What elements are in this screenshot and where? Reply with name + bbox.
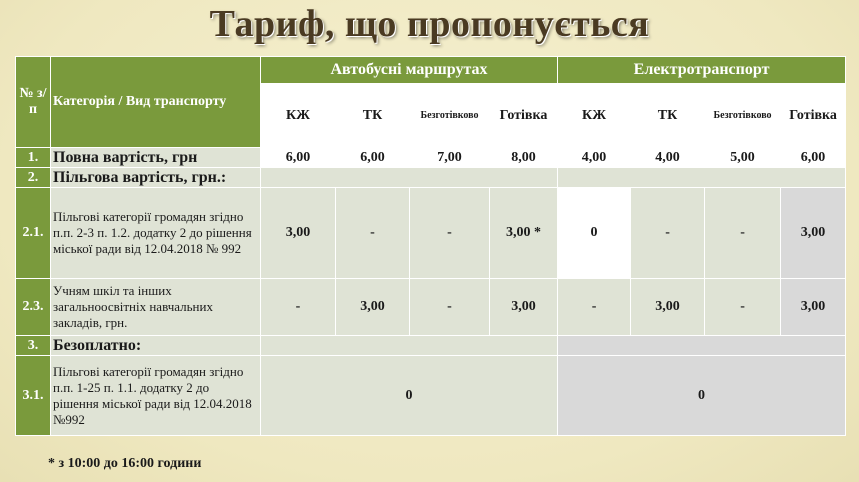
bus-group-header: Автобусні маршрутах	[261, 57, 558, 84]
value-cell: 6,00	[336, 148, 410, 168]
row-number: 2.1.	[16, 188, 51, 279]
value-cell: 3,00	[781, 279, 846, 336]
electro-col-kzh: КЖ	[558, 84, 631, 148]
row-label: Повна вартість, грн	[51, 148, 261, 168]
row-label: Безоплатно:	[51, 336, 261, 356]
page-title: Тариф, що пропонується	[209, 3, 650, 45]
value-cell: -	[558, 279, 631, 336]
table-row	[16, 168, 846, 188]
bus-col-cashless: Безготівково	[410, 84, 490, 148]
value-cell: 3,00	[261, 188, 336, 279]
row-number: 3.1.	[16, 356, 51, 436]
row-label: Учням шкіл та інших загальноосвітніх навчальних закладів, грн.	[51, 279, 261, 336]
value-cell: -	[705, 279, 781, 336]
bus-col-tk: ТК	[336, 84, 410, 148]
bus-col-cash: Готівка	[490, 84, 558, 148]
value-cell: 8,00	[490, 148, 558, 168]
value-cell: 3,00 *	[490, 188, 558, 279]
value-cell: -	[410, 279, 490, 336]
row-label: Пільгові категорії громадян згідно п.п. 1-25 п. 1.1. додатку 2 до рішення міської ради від 12.04.2018 №992	[51, 356, 261, 436]
value-cell: -	[261, 279, 336, 336]
value-cell: 4,00	[631, 148, 705, 168]
bus-col-kzh: КЖ	[261, 84, 336, 148]
table-row	[16, 356, 846, 436]
row-number: 2.3.	[16, 279, 51, 336]
value-cell: 3,00	[490, 279, 558, 336]
table-row	[16, 336, 846, 356]
row-label: Пільгові категорії громадян згідно п.п. 2-3 п. 1.2. додатку 2 до рішення міської ради від 12.04.2018 № 992	[51, 188, 261, 279]
table-row	[16, 188, 846, 279]
value-cell: 6,00	[261, 148, 336, 168]
row-label: Пільгова вартість, грн.:	[51, 168, 261, 188]
value-cell: -	[705, 188, 781, 279]
footnote: * з 10:00 до 16:00 години	[48, 456, 202, 471]
row-number: 1.	[16, 148, 51, 168]
empty-cell	[261, 336, 558, 356]
row-number: 3.	[16, 336, 51, 356]
value-cell: -	[410, 188, 490, 279]
value-cell: 4,00	[558, 148, 631, 168]
value-cell: 0	[261, 356, 558, 436]
empty-cell	[558, 168, 846, 188]
empty-cell	[558, 336, 846, 356]
value-cell: 5,00	[705, 148, 781, 168]
num-header: № з/п	[16, 57, 51, 148]
value-cell: 0	[558, 356, 846, 436]
category-header: Категорія / Вид транспорту	[51, 57, 261, 148]
electro-col-tk: ТК	[631, 84, 705, 148]
value-cell: -	[631, 188, 705, 279]
value-cell: 6,00	[781, 148, 846, 168]
value-cell: 7,00	[410, 148, 490, 168]
electro-col-cashless: Безготівково	[705, 84, 781, 148]
value-cell: 0	[558, 188, 631, 279]
electro-group-header: Електротранспорт	[558, 57, 846, 84]
value-cell: -	[336, 188, 410, 279]
table-row	[16, 148, 846, 168]
table-row	[16, 279, 846, 336]
electro-col-cash: Готівка	[781, 84, 846, 148]
empty-cell	[261, 168, 558, 188]
value-cell: 3,00	[781, 188, 846, 279]
row-number: 2.	[16, 168, 51, 188]
value-cell: 3,00	[631, 279, 705, 336]
value-cell: 3,00	[336, 279, 410, 336]
tariff-table	[15, 56, 846, 436]
